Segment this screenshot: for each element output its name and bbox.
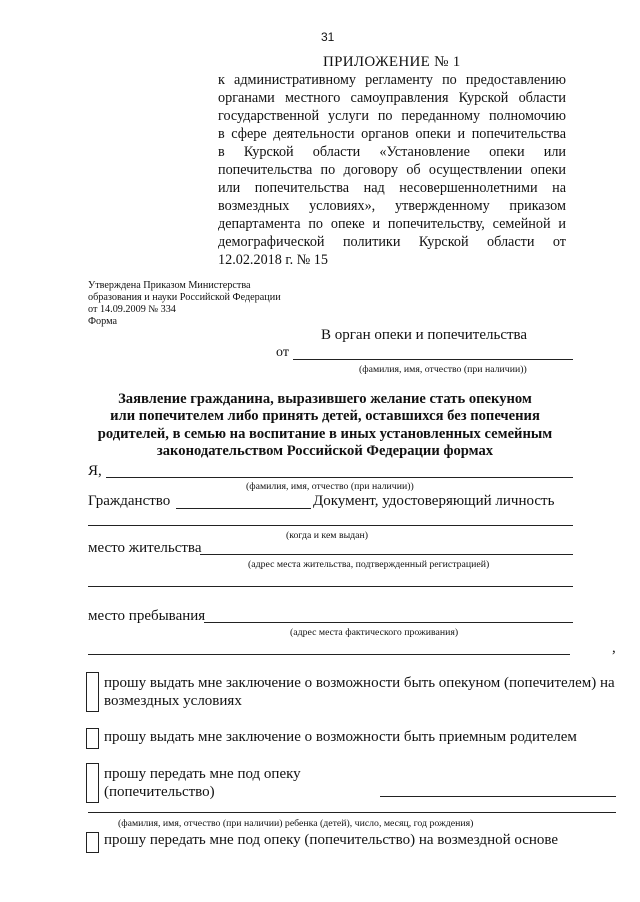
from-hint: (фамилия, имя, отчество (при наличии)) <box>359 364 527 375</box>
appendix-text-line: департамента по опеке и попечительству, семейной и <box>218 216 566 232</box>
appendix-text-line: или попечительства над несовершеннолетними на <box>218 180 566 196</box>
document-input-line[interactable] <box>88 525 573 526</box>
form-title <box>95 391 555 461</box>
applicant-hint: (фамилия, имя, отчество (при наличии)) <box>246 481 414 492</box>
residence-input-line-2[interactable] <box>88 586 573 587</box>
child-input-line-2[interactable] <box>88 812 616 813</box>
child-hint: (фамилия, имя, отчество (при наличии) ребенка (детей), число, месяц, год рождения) <box>118 818 474 829</box>
option-2-text: прошу выдать мне заключение о возможности быть приемным родителем <box>104 729 577 745</box>
option-3-text: прошу передать мне под опеку <box>104 766 301 782</box>
child-input-line[interactable] <box>380 796 616 797</box>
citizenship-label: Гражданство <box>88 493 171 509</box>
applicant-label: Я, <box>88 463 102 479</box>
residence-hint: (адрес места жительства, подтвержденный регистрацией) <box>248 559 490 570</box>
option-4-checkbox[interactable] <box>86 832 99 853</box>
appendix-text-line: в Курской области «Установление опеки или <box>218 144 566 160</box>
form-title-line: или попечителем либо принять детей, оставшихся без попечения <box>110 408 540 425</box>
document-hint: (когда и кем выдан) <box>286 530 368 541</box>
addressee-to: В орган опеки и попечительства <box>321 327 528 343</box>
page-number: 31 <box>321 30 335 44</box>
option-1-text-cont: возмездных условиях <box>104 693 242 709</box>
option-3-text-cont: (попечительство) <box>104 784 215 800</box>
document-label: Документ, удостоверяющий личность <box>313 493 555 509</box>
from-label: от <box>276 345 289 360</box>
form-title-line: Заявление гражданина, выразившего желание стать опекуном <box>118 391 532 407</box>
appendix-text-line: демографической политики Курской области от <box>218 234 566 250</box>
option-1-checkbox[interactable] <box>86 672 99 712</box>
appendix-text-line: возмездных условиях», утвержденному приказом <box>218 198 566 214</box>
option-3-checkbox[interactable] <box>86 763 99 803</box>
stay-end-mark: , <box>612 640 616 656</box>
option-4-text: прошу передать мне под опеку (попечительство) на возмездной основе <box>104 832 559 848</box>
residence-label: место жительства <box>88 540 202 556</box>
citizenship-input-line[interactable] <box>176 508 311 509</box>
form-title-line: родителей, в семью на воспитание в иных установленных семейным <box>97 425 553 442</box>
appendix-text-line: попечительства по договору об осуществлении опеки <box>218 162 566 178</box>
stay-label: место пребывания <box>88 608 206 624</box>
option-2-checkbox[interactable] <box>86 728 99 749</box>
stay-hint: (адрес места фактического проживания) <box>290 627 459 638</box>
appendix-text-line: в сфере деятельности органов опеки и попечительства <box>218 126 566 142</box>
approval-line: Утверждена Приказом Министерства <box>88 280 251 291</box>
option-1-text: прошу выдать мне заключение о возможности быть опекуном (попечителем) на <box>104 675 615 691</box>
approval-line: Форма <box>88 316 117 327</box>
appendix-text-line: к административному регламенту по предоставлению <box>218 72 566 88</box>
form-title-line: законодательством Российской Федерации формах <box>156 443 494 460</box>
residence-input-line[interactable] <box>200 554 573 555</box>
appendix-text-line: органами местного самоуправления Курской области <box>218 90 566 106</box>
applicant-name-line[interactable] <box>106 477 573 478</box>
stay-input-line[interactable] <box>204 622 573 623</box>
stay-input-line-2[interactable] <box>88 654 570 655</box>
approval-line: образования и науки Российской Федерации <box>88 292 281 303</box>
appendix-title: ПРИЛОЖЕНИЕ № 1 <box>323 54 461 70</box>
appendix-text-line: государственной услуги по переданному полномочию <box>218 108 566 124</box>
from-input-line[interactable] <box>293 359 573 360</box>
appendix-text-line: 12.02.2018 г. № 15 <box>218 252 328 268</box>
approval-line: от 14.09.2009 № 334 <box>88 304 176 315</box>
